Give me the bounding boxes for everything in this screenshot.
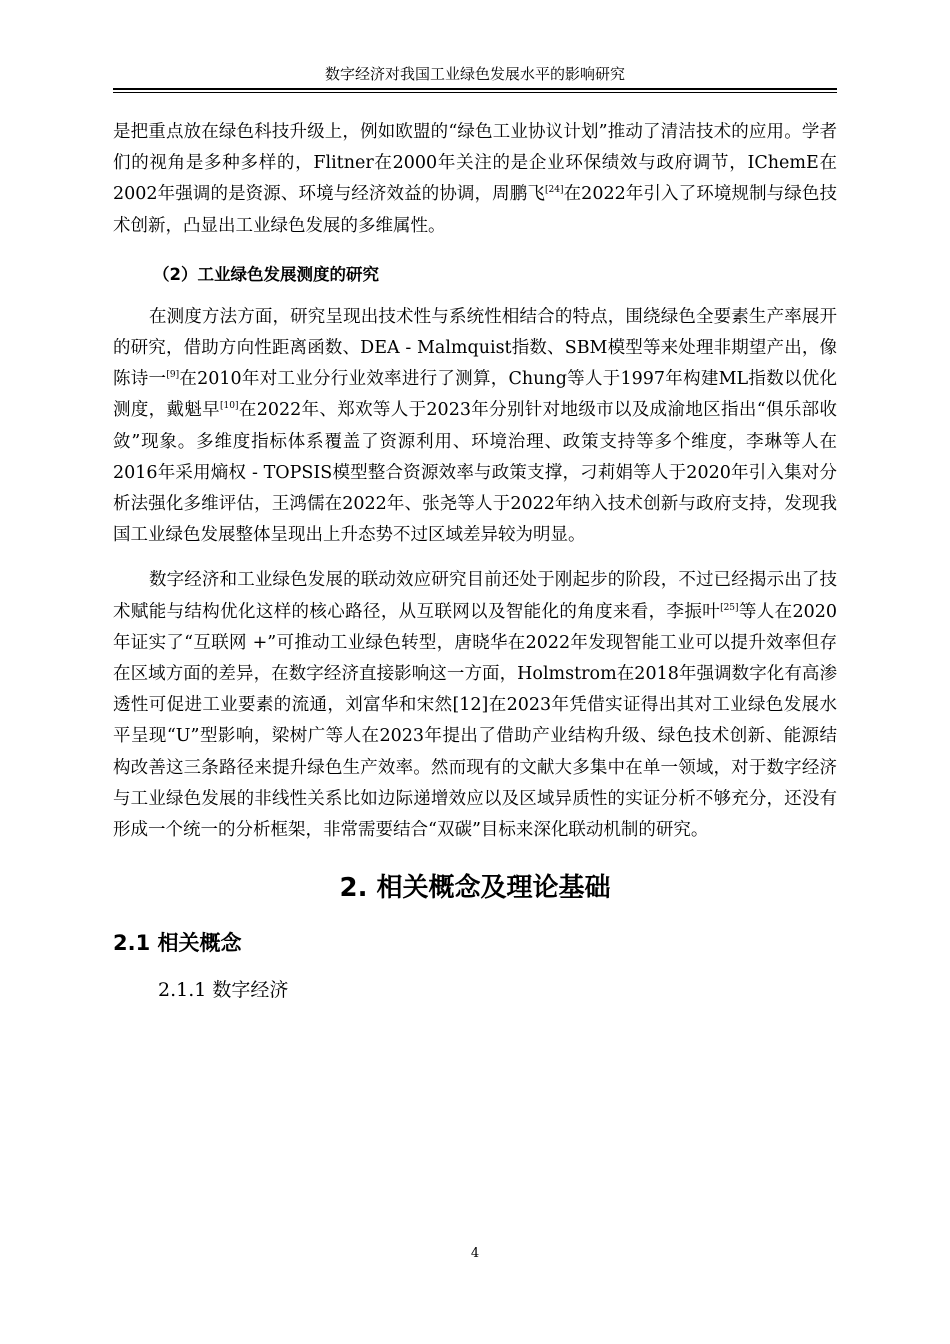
citation-10: [10] [220,401,239,412]
citation-9: [9] [166,370,180,381]
running-header: 数字经济对我国工业绿色发展水平的影响研究 [324,65,625,83]
paragraph-2 [113,302,837,552]
chapter-title: 2. 相关概念及理论基础 [339,873,611,904]
header-rule-thick [113,88,837,90]
page-body [113,117,837,1004]
paragraph-2-text-a: 在测度方法方面，研究呈现出技术性与系统性相结合的特点，围绕绿色全要素生产率展开的研究，借助方向性距离函数、DEA - Malmquist指数、SBM模型等来处理非期望产出，像陈诗一 [113,306,837,390]
subsection-title: 2.1.1 数字经济 [158,979,289,1002]
section-title: 2.1 相关概念 [113,931,242,956]
paragraph-3-text-b: 等人在2020年证实了“互联网 +”可推动工业绿色转型，唐晓华在2022年发现智能工业可以提升效率但存在区域方面的差异，在数字经济直接影响这一方面，Holmstrom在2018年强调数字化有高渗透性可促进工业要素的流通，刘富华和宋然[12]在2023年凭借实证得出其对工业绿色发展水平呈现“U”型影响，梁树广等人在2023年提出了借助产业结构升级、绿色技术创新、能源结构改善这三条路径来提升绿色生产效率。然而现有的文献大多集中在单一领域，对于数字经济与工业绿色发展的非线性关系比如边际递增效应以及区域异质性的实证分析不够充分，还没有形成一个统一的分析框架，非常需要结合“双碳”目标来深化联动机制的研究。 [113,601,838,841]
paragraph-1-text-b: 在2022年引入了环境规制与绿色技术创新，凸显出工业绿色发展的多维属性。 [113,184,837,236]
citation-25: [25] [720,602,739,613]
subheading-measurement: （2）工业绿色发展测度的研究 [153,264,379,284]
paragraph-3-text-a: 数字经济和工业绿色发展的联动效应研究目前还处于刚起步的阶段，不过已经揭示出了技术赋能与结构优化这样的核心路径，从互联网以及智能化的角度来看，李振叶 [113,570,837,622]
header-rule-thin [113,92,837,93]
page-number: 4 [470,1246,480,1261]
paragraph-1-text-a: 是把重点放在绿色科技升级上，例如欧盟的“绿色工业协议计划”推动了清洁技术的应用。学者们的视角是多种多样的，Flitner在2000年关注的是企业环保绩效与政府调节，IChemE在2002年强调的是资源、环境与经济效益的协调，周鹏飞 [113,122,837,205]
paragraph-1 [113,117,837,242]
citation-24: [24] [544,185,564,196]
paragraph-2-text-c: 在2022年、郑欢等人于2023年分别针对地级市以及成渝地区指出“俱乐部收敛”现象。多维度指标体系覆盖了资源利用、环境治理、政策支持等多个维度，李琳等人在2016年采用熵权 - TOPSIS模型整合资源效率与政策支撑，刁莉娟等人于2020年引入集对分析法强化多维评估，王鸿儒在2022年、张尧等人于2022年纳入技术创新与政府支持，发现我国工业绿色发展整体呈现出上升态势不过区域差异较为明显。 [113,400,837,546]
paragraph-2-text-b: 在2010年对工业分行业效率进行了测算，Chung等人于1997年构建ML指数以优化测度，戴魁早 [113,369,838,421]
paragraph-3 [113,565,837,846]
